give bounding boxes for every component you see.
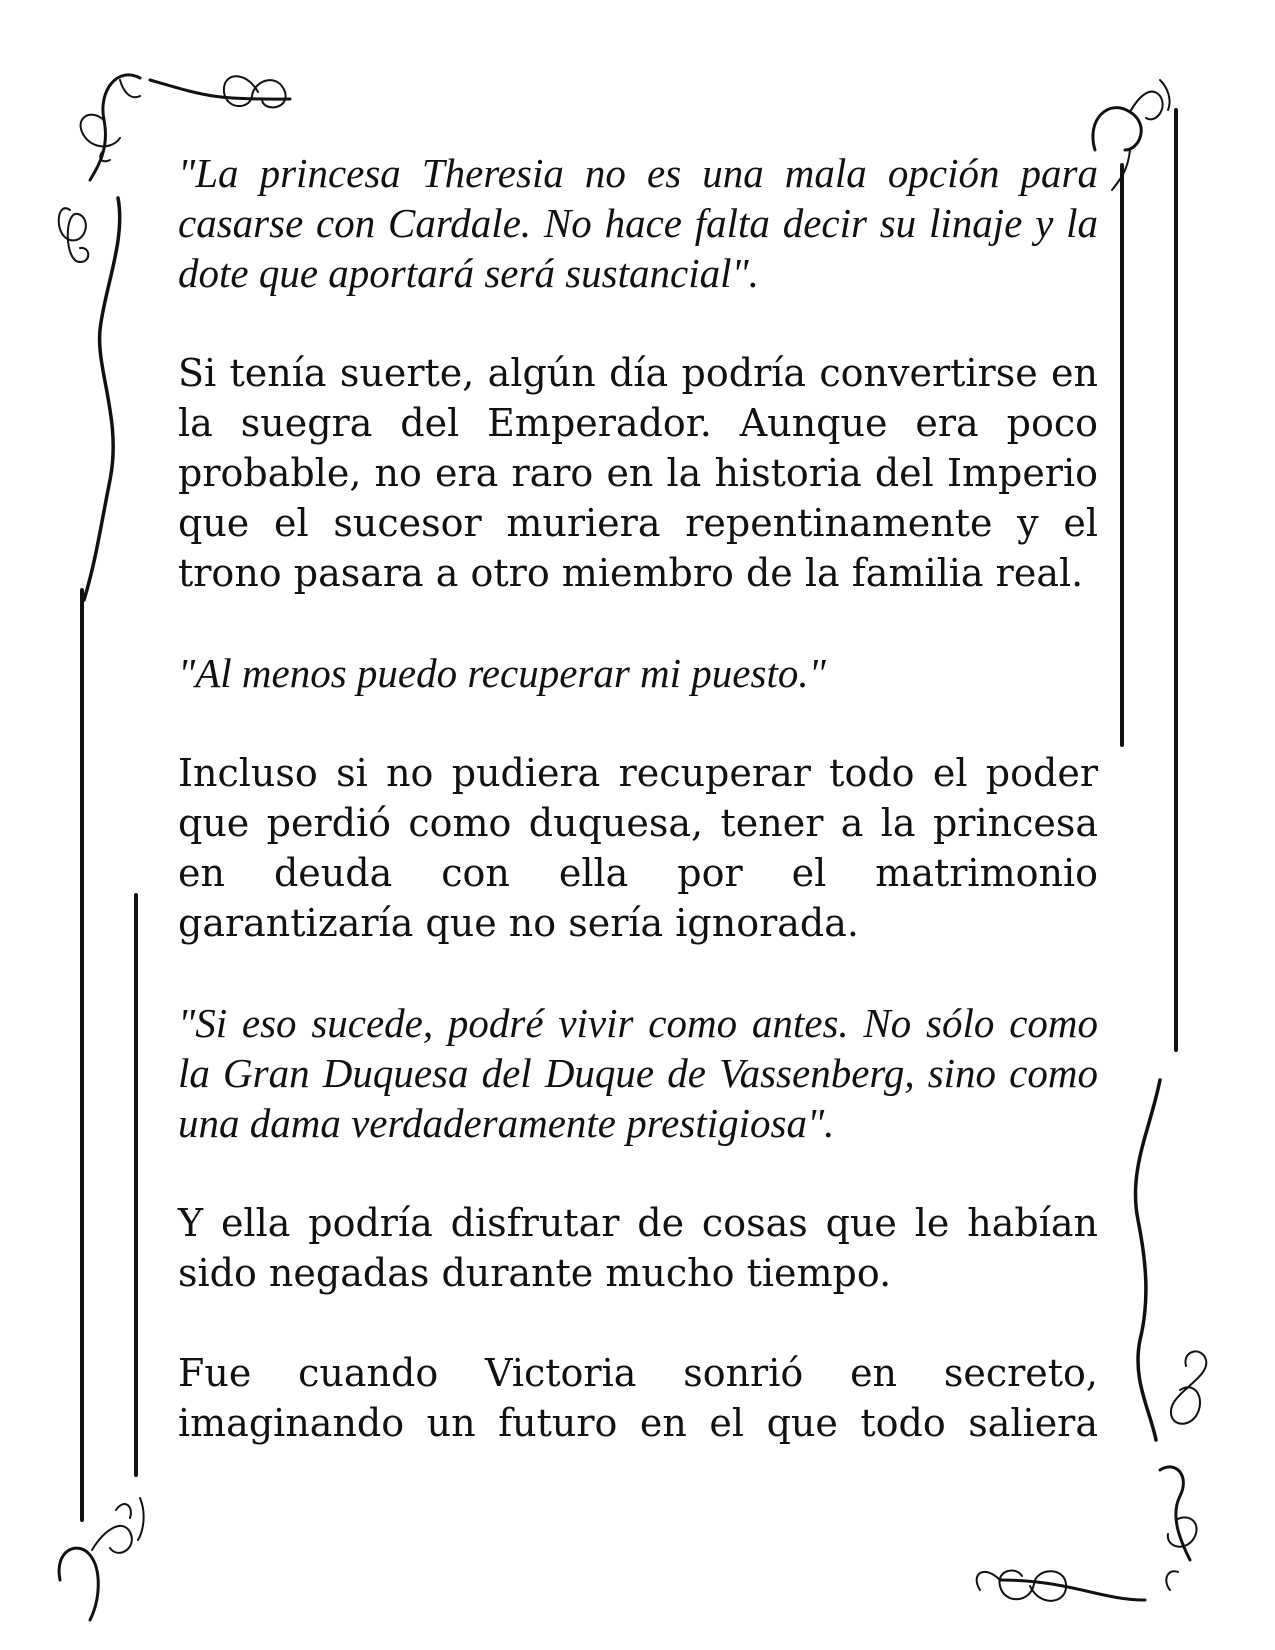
paragraph-spacer: [178, 298, 1098, 348]
paragraph-4: Incluso si no pudiera recuperar todo el poder que perdió como duquesa, tener a la princesa en deuda con ella por el matrimonio garantizaría que no sería ignorada.: [178, 751, 1098, 945]
paragraph-3: "Al menos puedo recuperar mi puesto.": [178, 650, 826, 696]
paragraph-7: Fue cuando Victoria sonrió en secreto, imaginando un futuro en el que todo saliera: [178, 1351, 1098, 1445]
paragraph-1: "La princesa Theresia no es una mala opción para casarse con Cardale. No hace falta decir su linaje y la dote que aportará será sustancial".: [178, 150, 1098, 296]
paragraph-6: Y ella podría disfrutar de cosas que le habían sido negadas durante mucho tiempo.: [178, 1201, 1098, 1295]
paragraph-2: Si tenía suerte, algún día podría convertirse en la suegra del Emperador. Aunque era poco probable, no era raro en la historia del Imperio que el sucesor muriera repentinamente y el trono pasara a otro miembro de la familia real.: [178, 351, 1098, 595]
paragraph-spacer: [178, 698, 1098, 748]
paragraph-spacer: [178, 1148, 1098, 1198]
paragraph-spacer: [178, 1298, 1098, 1348]
paragraph-spacer: [178, 948, 1098, 998]
paragraph-spacer: [178, 598, 1098, 648]
paragraph-5: "Si eso sucede, podré vivir como antes. No sólo como la Gran Duquesa del Duque de Vassenberg, sino como una dama verdaderamente prestigiosa".: [178, 1000, 1098, 1146]
bottom-left-ornament-icon: [59, 1498, 144, 1620]
top-right-ornament-icon: [1093, 80, 1170, 190]
page-text: [178, 148, 1098, 1448]
